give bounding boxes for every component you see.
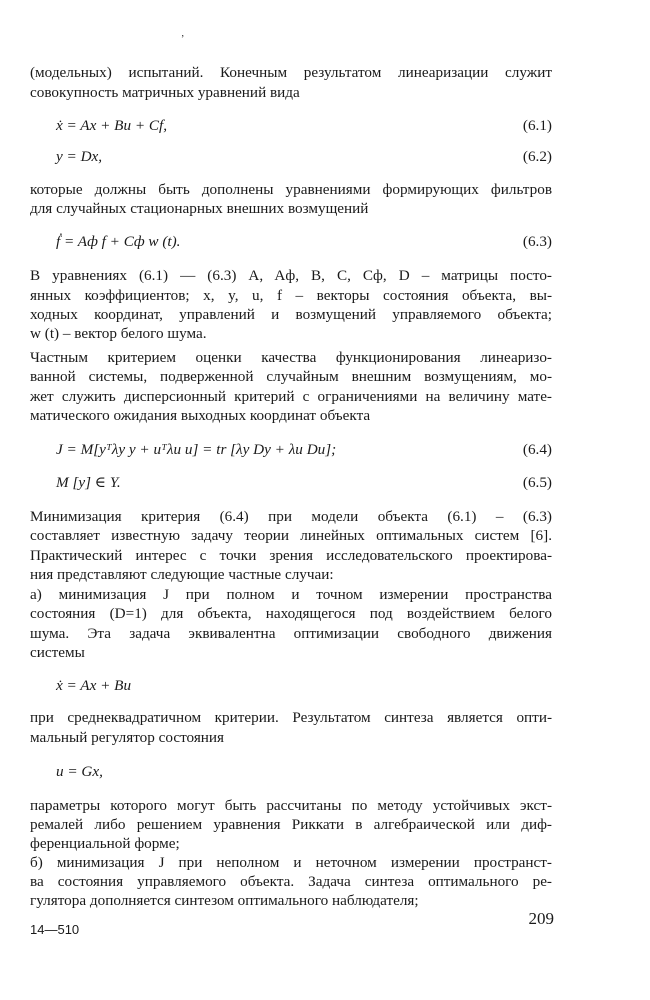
text-line: мальный регулятор состояния [30,729,225,746]
equation-number: (6.5) [522,474,552,491]
text-line: ремалей либо решением уравнения Риккати в алгебраической или диф- [30,816,552,833]
text-line: при среднеквадратичном критерии. Результатом синтеза является опти- [30,709,552,726]
text-line: матического ожидания выходных координат объекта [30,407,371,424]
text-line: янных коэффициентов; x, y, u, f – векторы состояния объекта, вы- [30,287,552,304]
equation-number: (6.1) [522,117,552,134]
text-line: а) минимизация J при полном и точном измерении пространства [30,586,552,603]
equation-free-motion: ẋ = Ax + Bu [56,677,132,694]
page-number: 209 [528,909,554,928]
text-line: шума. Эта задача эквивалентна оптимизации свободного движения [30,625,552,642]
equation-6-2: y = Dx, [56,148,103,165]
text-line: ференциальной форме; [30,835,180,852]
equation-6-3: ḟ = Aф f + Cф w (t). [56,233,181,250]
text-line: системы [30,644,85,661]
printer-signature: 14—510 [30,922,80,937]
text-line: гулятора дополняется синтезом оптимального наблюдателя; [30,892,419,909]
text-line: Частным критерием оценки качества функционирования линеаризо- [30,349,552,366]
text-line: w (t) – вектор белого шума. [30,325,207,342]
print-mark: ’ [181,34,185,45]
text-line: параметры которого могут быть рассчитаны по методу устойчивых экст- [30,797,552,814]
text-line: ния представляют следующие частные случаи: [30,566,334,583]
text-line: Практический интерес с точки зрения исследовательского проектирова- [30,547,552,564]
text-line: Минимизация критерия (6.4) при модели объекта (6.1) – (6.3) [30,508,552,525]
equation-6-1: ẋ = Ax + Bu + Cf, [56,117,168,134]
text-line: ва состояния управляемого объекта. Задача синтеза оптимального ре- [30,873,552,890]
text-line: совокупность матричных уравнений вида [30,84,300,101]
text-line: ходных координат, управлений и возмущений управляемого объекта; [30,306,552,323]
text-line: которые должны быть дополнены уравнениями формирующих фильтров [30,181,552,198]
text-line: (модельных) испытаний. Конечным результатом линеаризации служит [30,64,552,81]
text-line: состояния (D=1) для объекта, находящегося под воздействием белого [30,605,552,622]
text-line: б) минимизация J при неполном и неточном измерении пространст- [30,854,552,871]
equation-regulator: u = Gx, [56,763,103,780]
text-line: жет служить дисперсионный критерий с ограничениями на величину мате- [30,388,552,405]
text-line: ванной системы, подверженной случайным внешним возмущениям, мо- [30,368,552,385]
equation-6-5: M [y] ∈ Y. [56,474,121,491]
text-line: для случайных стационарных внешних возмущений [30,200,369,217]
text-line: В уравнениях (6.1) — (6.3) A, Aф, B, C, Cф, D – матрицы посто- [30,267,552,284]
equation-number: (6.2) [522,148,552,165]
equation-6-4: J = M[yᵀλy y + uᵀλu u] = tr [λy Dy + λu Du]; [56,441,337,458]
equation-number: (6.3) [522,233,552,250]
text-line: составляет известную задачу теории линейных оптимальных систем [6]. [30,527,552,544]
equation-number: (6.4) [522,441,552,458]
